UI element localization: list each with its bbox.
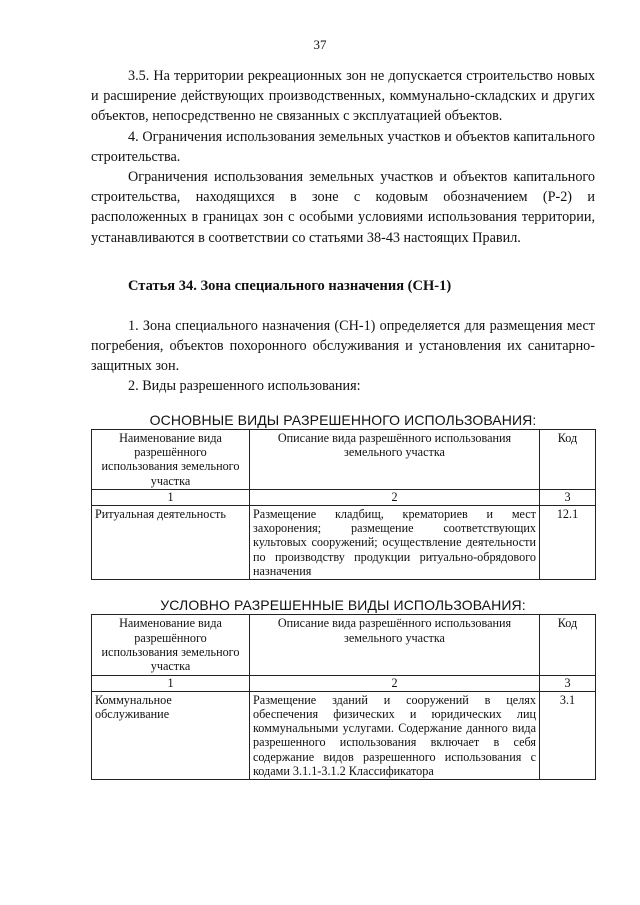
main-uses-table bbox=[91, 429, 596, 581]
column-number: 1 bbox=[92, 489, 250, 505]
header-code: Код bbox=[540, 615, 596, 675]
conditional-uses-table bbox=[91, 614, 596, 780]
table-number-row bbox=[92, 675, 596, 691]
use-description: Размещение кладбищ, крематориев и мест захоронения; размещение соответствующих культовых сооружений; осуществление деятельности по производству продукции ритуально-обрядового назначения bbox=[250, 505, 540, 579]
use-name: Коммунальное обслуживание bbox=[92, 691, 250, 780]
header-name: Наименование вида разрешённого использования земельного участка bbox=[92, 429, 250, 489]
header-description: Описание вида разрешённого использования земельного участка bbox=[250, 429, 540, 489]
article-body bbox=[91, 316, 595, 397]
table-row bbox=[92, 505, 596, 579]
paragraph-restrictions-heading: 4. Ограничения использования земельных участков и объектов капитального строительства. bbox=[91, 128, 595, 165]
paragraph-restrictions-text: Ограничения использования земельных участков и объектов капитального строительства, находящихся в зоне с кодовым обозначением (Р-2) и расположенных в границах зон с особыми условиями использования территории, устанавливаются в соответствии со статьями 38-43 настоящих Правил. bbox=[91, 169, 595, 246]
page-number: 37 bbox=[313, 37, 327, 52]
use-code: 3.1 bbox=[540, 691, 596, 780]
table-header-row bbox=[92, 615, 596, 675]
table-number-row bbox=[92, 489, 596, 505]
column-number: 3 bbox=[540, 489, 596, 505]
use-name: Ритуальная деятельность bbox=[92, 505, 250, 579]
paragraph-3-5: 3.5. На территории рекреационных зон не допускается строительство новых и расширение действующих производственных, коммунально-складских и других объектов, непосредственно не связанных с эксплуатацией объектов. bbox=[91, 68, 595, 125]
column-number: 1 bbox=[92, 675, 250, 691]
use-description: Размещение зданий и сооружений в целях обеспечения физических и юридических лиц коммунальными услугами. Содержание данного вида разрешенного использования включает в себя содержание видов разрешенного использования с кодами 3.1.1-3.1.2 Классификатора bbox=[250, 691, 540, 780]
paragraph-uses-intro: 2. Виды разрешенного использования: bbox=[128, 378, 361, 395]
use-code: 12.1 bbox=[540, 505, 596, 579]
table-row bbox=[92, 691, 596, 780]
document-body bbox=[91, 66, 595, 780]
header-name: Наименование вида разрешённого использования земельного участка bbox=[92, 615, 250, 675]
table-caption-main-uses: ОСНОВНЫЕ ВИДЫ РАЗРЕШЕННОГО ИСПОЛЬЗОВАНИЯ: bbox=[149, 411, 537, 428]
paragraph-zone-purpose: 1. Зона специального назначения (СН-1) определяется для размещения мест погребения, объектов похоронного обслуживания и установления их санитарно-защитных зон. bbox=[91, 317, 595, 375]
column-number: 2 bbox=[250, 675, 540, 691]
table-header-row bbox=[92, 429, 596, 489]
column-number: 3 bbox=[540, 675, 596, 691]
article-title: Статья 34. Зона специального назначения (СН-1) bbox=[128, 277, 452, 294]
header-description: Описание вида разрешённого использования земельного участка bbox=[250, 615, 540, 675]
header-code: Код bbox=[540, 429, 596, 489]
table-caption-conditional-uses: УСЛОВНО РАЗРЕШЕННЫЕ ВИДЫ ИСПОЛЬЗОВАНИЯ: bbox=[160, 597, 526, 614]
column-number: 2 bbox=[250, 489, 540, 505]
